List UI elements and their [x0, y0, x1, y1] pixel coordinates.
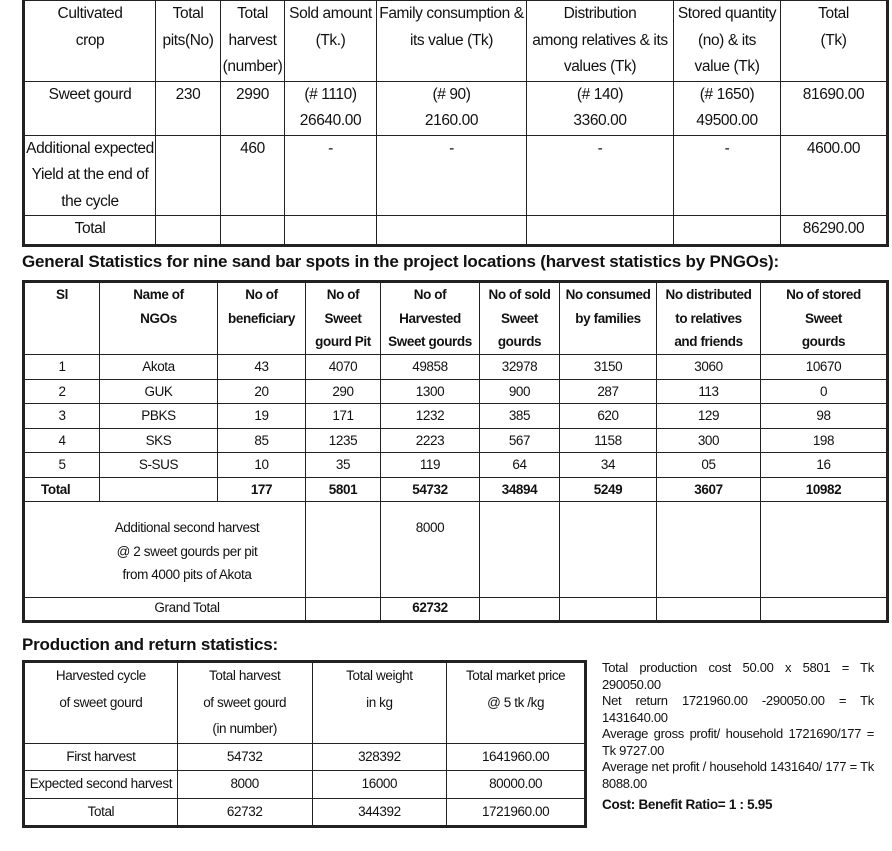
header-consumed: No consumed by families: [560, 282, 657, 355]
header-sold: No of sold Sweet gourds: [480, 282, 560, 355]
cell-crop: Sweet gourd: [24, 81, 156, 135]
note-net-profit: Average net profit / household 1431640/ 177 = Tk 8088.00: [602, 759, 874, 791]
table-total-row: [24, 216, 888, 246]
cell-total: 81690.00: [781, 81, 888, 135]
note-production-cost: Total production cost 50.00 x 5801 = Tk 290050.00: [602, 660, 874, 692]
header-market-price: Total market price @ 5 tk /kg: [447, 662, 586, 744]
cell-sold: -: [285, 135, 377, 216]
header-harvested: No of Harvested Sweet gourds: [381, 282, 480, 355]
cell-distribution: (# 140) 3360.00: [527, 81, 674, 135]
general-statistics-heading: General Statistics for nine sand bar spots in the project locations (harvest statistics by PNGOs):: [22, 252, 779, 271]
cell-distribution: -: [527, 135, 674, 216]
additional-harvest-value: 8000: [381, 502, 480, 598]
table-row: [24, 135, 888, 216]
header-distribution: Distribution among relatives & its values (Tk): [527, 0, 674, 81]
additional-harvest-label: Additional second harvest @ 2 sweet gourds per pit from 4000 pits of Akota: [24, 502, 306, 598]
cell-family: (# 90) 2160.00: [377, 81, 527, 135]
header-total-weight: Total weight in kg: [312, 662, 447, 744]
grand-total-row: [24, 598, 888, 622]
note-net-return: Net return 1721960.00 -290050.00 = Tk 1431640.00: [602, 693, 874, 725]
cell-total-value: 86290.00: [781, 216, 888, 246]
ngo-harvest-table: [22, 280, 889, 623]
cell-sold: (# 1110) 26640.00: [285, 81, 377, 135]
grand-total-value: 62732: [381, 598, 480, 622]
header-cultivated-crop: Cultivated crop: [24, 0, 156, 81]
cell-pits: [156, 135, 221, 216]
cell-total-label: Total: [24, 216, 156, 246]
table-row: Expected second harvest 8000 16000 80000.00: [24, 771, 586, 799]
cell-stored: (# 1650) 49500.00: [674, 81, 781, 135]
cell-pits: 230: [156, 81, 221, 135]
table-row: 4 SKS 85 1235 2223 567 1158 300 198: [24, 428, 888, 453]
header-total-tk: Total (Tk): [781, 0, 888, 81]
cost-benefit-ratio: Cost: Benefit Ratio= 1 : 5.95: [602, 797, 773, 812]
table-total-row: Total 177 5801 54732 34894 5249 3607 10982: [24, 477, 888, 502]
header-total-harvest: Total harvest of sweet gourd (in number): [177, 662, 312, 744]
table-row: 5 S-SUS 10 35 119 64 34 05 16: [24, 453, 888, 478]
header-total-pits: Total pits(No): [156, 0, 221, 81]
header-pits: No of Sweet gourd Pit: [306, 282, 381, 355]
production-return-table: [22, 660, 587, 828]
cost-notes: [602, 660, 874, 792]
table-header-row: [24, 0, 888, 81]
additional-harvest-row: [24, 502, 888, 598]
production-return-heading: Production and return statistics:: [22, 635, 278, 654]
table-row: [24, 81, 888, 135]
header-distributed: No distributed to relatives and friends: [657, 282, 761, 355]
header-stored: No of stored Sweet gourds: [761, 282, 888, 355]
cell-harvest: 2990: [221, 81, 285, 135]
header-ngo-name: Name of NGOs: [100, 282, 218, 355]
cell-total: 4600.00: [781, 135, 888, 216]
note-gross-profit: Average gross profit/ household 1721690/177 = Tk 9727.00: [602, 726, 874, 758]
crop-summary-table: [22, 0, 889, 247]
header-harvested-cycle: Harvested cycle of sweet gourd: [24, 662, 178, 744]
header-total-harvest: Total harvest (number): [221, 0, 285, 81]
cell-family: -: [377, 135, 527, 216]
header-family-consumption: Family consumption & its value (Tk): [377, 0, 527, 81]
grand-total-label: Grand Total: [24, 598, 306, 622]
table-row: First harvest 54732 328392 1641960.00: [24, 743, 586, 771]
cell-harvest: 460: [221, 135, 285, 216]
table-header-row: [24, 662, 586, 744]
header-beneficiary: No of beneficiary: [218, 282, 306, 355]
header-sl: Sl: [24, 282, 100, 355]
table-total-row: Total 62732 344392 1721960.00: [24, 798, 586, 827]
table-header-row: [24, 282, 888, 355]
table-row: 2 GUK 20 290 1300 900 287 113 0: [24, 379, 888, 404]
cell-crop: Additional expected Yield at the end of the cycle: [24, 135, 156, 216]
cell-stored: -: [674, 135, 781, 216]
header-sold-amount: Sold amount (Tk.): [285, 0, 377, 81]
table-row: 3 PBKS 19 171 1232 385 620 129 98: [24, 404, 888, 429]
table-row: 1 Akota 43 4070 49858 32978 3150 3060 10670: [24, 355, 888, 380]
header-stored-quantity: Stored quantity (no) & its value (Tk): [674, 0, 781, 81]
